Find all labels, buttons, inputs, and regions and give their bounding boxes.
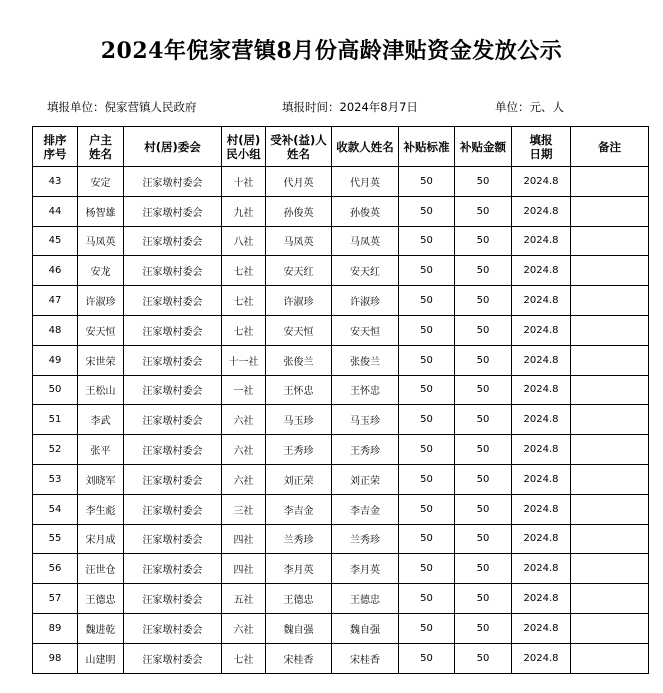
- header-text: 排序: [43, 132, 67, 147]
- cell-beneficiary: 代月英: [266, 167, 332, 197]
- cell-village-committee: 汪家墩村委会: [124, 405, 222, 435]
- cell-report-date: 2024.8: [512, 286, 571, 316]
- cell-remarks: [571, 464, 649, 494]
- cell-report-date: 2024.8: [512, 405, 571, 435]
- cell-seq: 50: [33, 375, 78, 405]
- table-row: [33, 286, 649, 316]
- cell-village-committee: 汪家墩村委会: [124, 226, 222, 256]
- cell-village-committee: 汪家墩村委会: [124, 286, 222, 316]
- cell-village-group: 四社: [222, 524, 266, 554]
- cell-subsidy-standard: 50: [399, 464, 455, 494]
- cell-report-date: 2024.8: [512, 196, 571, 226]
- cell-subsidy-amount: 50: [455, 464, 512, 494]
- cell-household-head: 魏进乾: [78, 613, 124, 643]
- cell-remarks: [571, 256, 649, 286]
- cell-beneficiary: 王怀忠: [266, 375, 332, 405]
- cell-subsidy-amount: 50: [455, 643, 512, 673]
- cell-village-group: 五社: [222, 584, 266, 614]
- header-text: 日期: [529, 146, 553, 161]
- table-row: [33, 494, 649, 524]
- cell-subsidy-amount: 50: [455, 435, 512, 465]
- cell-beneficiary: 兰秀珍: [266, 524, 332, 554]
- cell-beneficiary: 安天恒: [266, 315, 332, 345]
- cell-beneficiary: 安天红: [266, 256, 332, 286]
- cell-household-head: 汪世仓: [78, 554, 124, 584]
- cell-beneficiary: 马凤英: [266, 226, 332, 256]
- cell-report-date: 2024.8: [512, 464, 571, 494]
- cell-report-date: 2024.8: [512, 494, 571, 524]
- header-seq: [33, 127, 78, 167]
- cell-village-committee: 汪家墩村委会: [124, 196, 222, 226]
- cell-seq: 49: [33, 345, 78, 375]
- header-subsidy-amount: [455, 127, 512, 167]
- cell-subsidy-standard: 50: [399, 613, 455, 643]
- cell-remarks: [571, 345, 649, 375]
- header-remarks: [571, 127, 649, 167]
- cell-village-committee: 汪家墩村委会: [124, 584, 222, 614]
- cell-beneficiary: 许淑珍: [266, 286, 332, 316]
- header-text: 村(居): [226, 132, 261, 147]
- subsidy-table: [32, 126, 649, 674]
- cell-subsidy-amount: 50: [455, 315, 512, 345]
- cell-household-head: 李生彪: [78, 494, 124, 524]
- cell-village-committee: 汪家墩村委会: [124, 643, 222, 673]
- cell-subsidy-amount: 50: [455, 286, 512, 316]
- cell-subsidy-standard: 50: [399, 196, 455, 226]
- cell-seq: 43: [33, 167, 78, 197]
- cell-subsidy-amount: 50: [455, 554, 512, 584]
- cell-beneficiary: 刘正荣: [266, 464, 332, 494]
- cell-subsidy-amount: 50: [455, 584, 512, 614]
- cell-village-group: 六社: [222, 405, 266, 435]
- cell-report-date: 2024.8: [512, 584, 571, 614]
- header-text: 民小组: [226, 146, 261, 161]
- cell-village-group: 六社: [222, 613, 266, 643]
- cell-village-committee: 汪家墩村委会: [124, 613, 222, 643]
- cell-subsidy-standard: 50: [399, 315, 455, 345]
- cell-household-head: 李武: [78, 405, 124, 435]
- cell-payee: 马玉珍: [332, 405, 399, 435]
- cell-household-head: 王德忠: [78, 584, 124, 614]
- filing-time: 填报时间：2024年8月7日: [282, 100, 418, 114]
- cell-subsidy-standard: 50: [399, 286, 455, 316]
- cell-household-head: 马凤英: [78, 226, 124, 256]
- cell-seq: 46: [33, 256, 78, 286]
- cell-village-committee: 汪家墩村委会: [124, 494, 222, 524]
- cell-payee: 马凤英: [332, 226, 399, 256]
- cell-village-group: 一社: [222, 375, 266, 405]
- cell-subsidy-standard: 50: [399, 226, 455, 256]
- cell-remarks: [571, 554, 649, 584]
- cell-payee: 张俊兰: [332, 345, 399, 375]
- cell-beneficiary: 马玉珍: [266, 405, 332, 435]
- cell-seq: 45: [33, 226, 78, 256]
- cell-household-head: 杨智雄: [78, 196, 124, 226]
- cell-household-head: 张平: [78, 435, 124, 465]
- table-row: [33, 345, 649, 375]
- cell-report-date: 2024.8: [512, 345, 571, 375]
- cell-village-committee: 汪家墩村委会: [124, 167, 222, 197]
- cell-beneficiary: 王秀珍: [266, 435, 332, 465]
- cell-seq: 52: [33, 435, 78, 465]
- cell-seq: 54: [33, 494, 78, 524]
- cell-report-date: 2024.8: [512, 613, 571, 643]
- cell-report-date: 2024.8: [512, 643, 571, 673]
- cell-beneficiary: 李吉金: [266, 494, 332, 524]
- table-row: [33, 643, 649, 673]
- cell-village-group: 九社: [222, 196, 266, 226]
- table-row: [33, 464, 649, 494]
- cell-report-date: 2024.8: [512, 256, 571, 286]
- cell-village-committee: 汪家墩村委会: [124, 554, 222, 584]
- cell-seq: 89: [33, 613, 78, 643]
- cell-village-group: 七社: [222, 643, 266, 673]
- cell-remarks: [571, 286, 649, 316]
- cell-subsidy-standard: 50: [399, 256, 455, 286]
- header-text: 补贴标准: [403, 139, 450, 154]
- cell-subsidy-standard: 50: [399, 405, 455, 435]
- cell-remarks: [571, 494, 649, 524]
- cell-remarks: [571, 226, 649, 256]
- header-text: 备注: [598, 139, 621, 154]
- header-subsidy-standard: [399, 127, 455, 167]
- cell-village-committee: 汪家墩村委会: [124, 345, 222, 375]
- cell-subsidy-standard: 50: [399, 643, 455, 673]
- cell-subsidy-standard: 50: [399, 375, 455, 405]
- cell-village-committee: 汪家墩村委会: [124, 375, 222, 405]
- cell-subsidy-standard: 50: [399, 494, 455, 524]
- cell-village-committee: 汪家墩村委会: [124, 435, 222, 465]
- table-row: [33, 167, 649, 197]
- cell-subsidy-amount: 50: [455, 375, 512, 405]
- cell-seq: 56: [33, 554, 78, 584]
- cell-beneficiary: 张俊兰: [266, 345, 332, 375]
- cell-subsidy-amount: 50: [455, 524, 512, 554]
- table-row: [33, 315, 649, 345]
- cell-payee: 宋桂香: [332, 643, 399, 673]
- table-row: [33, 435, 649, 465]
- cell-household-head: 安定: [78, 167, 124, 197]
- cell-payee: 魏自强: [332, 613, 399, 643]
- cell-seq: 57: [33, 584, 78, 614]
- cell-subsidy-amount: 50: [455, 494, 512, 524]
- cell-village-group: 七社: [222, 315, 266, 345]
- cell-remarks: [571, 375, 649, 405]
- cell-seq: 55: [33, 524, 78, 554]
- cell-household-head: 安天恒: [78, 315, 124, 345]
- table-row: [33, 554, 649, 584]
- cell-remarks: [571, 196, 649, 226]
- cell-subsidy-amount: 50: [455, 226, 512, 256]
- table-body: [33, 167, 649, 674]
- currency-unit: 单位：元、人: [495, 100, 564, 114]
- header-beneficiary: [266, 127, 332, 167]
- header-payee: [332, 127, 399, 167]
- cell-seq: 53: [33, 464, 78, 494]
- header-row: [33, 127, 649, 167]
- table-row: [33, 524, 649, 554]
- header-village-committee: [124, 127, 222, 167]
- cell-payee: 孙俊英: [332, 196, 399, 226]
- cell-household-head: 王松山: [78, 375, 124, 405]
- cell-subsidy-standard: 50: [399, 554, 455, 584]
- cell-payee: 王怀忠: [332, 375, 399, 405]
- cell-beneficiary: 魏自强: [266, 613, 332, 643]
- header-text: 村(居)委会: [144, 139, 201, 154]
- cell-village-group: 十社: [222, 167, 266, 197]
- header-report-date: [512, 127, 571, 167]
- cell-report-date: 2024.8: [512, 315, 571, 345]
- cell-beneficiary: 孙俊英: [266, 196, 332, 226]
- cell-beneficiary: 李月英: [266, 554, 332, 584]
- cell-village-committee: 汪家墩村委会: [124, 256, 222, 286]
- filing-unit: 填报单位：倪家营镇人民政府: [47, 100, 197, 114]
- cell-subsidy-amount: 50: [455, 196, 512, 226]
- cell-seq: 48: [33, 315, 78, 345]
- cell-payee: 王秀珍: [332, 435, 399, 465]
- cell-remarks: [571, 405, 649, 435]
- table-header: [33, 127, 649, 167]
- cell-village-group: 六社: [222, 464, 266, 494]
- cell-payee: 王德忠: [332, 584, 399, 614]
- cell-payee: 安天恒: [332, 315, 399, 345]
- cell-subsidy-standard: 50: [399, 345, 455, 375]
- cell-payee: 安天红: [332, 256, 399, 286]
- cell-village-committee: 汪家墩村委会: [124, 315, 222, 345]
- cell-payee: 兰秀珍: [332, 524, 399, 554]
- table-row: [33, 256, 649, 286]
- table-row: [33, 613, 649, 643]
- cell-seq: 98: [33, 643, 78, 673]
- cell-village-group: 四社: [222, 554, 266, 584]
- cell-beneficiary: 王德忠: [266, 584, 332, 614]
- table-row: [33, 375, 649, 405]
- cell-household-head: 安龙: [78, 256, 124, 286]
- table-row: [33, 584, 649, 614]
- cell-payee: 刘正荣: [332, 464, 399, 494]
- cell-village-group: 七社: [222, 256, 266, 286]
- cell-seq: 51: [33, 405, 78, 435]
- cell-report-date: 2024.8: [512, 524, 571, 554]
- table-row: [33, 226, 649, 256]
- cell-remarks: [571, 435, 649, 465]
- page-title: 2024年倪家营镇8月份高龄津贴资金发放公示: [100, 38, 563, 64]
- cell-report-date: 2024.8: [512, 226, 571, 256]
- cell-village-group: 十一社: [222, 345, 266, 375]
- cell-remarks: [571, 167, 649, 197]
- header-text: 户主: [89, 132, 112, 147]
- cell-household-head: 宋月成: [78, 524, 124, 554]
- cell-subsidy-standard: 50: [399, 584, 455, 614]
- cell-village-group: 七社: [222, 286, 266, 316]
- cell-village-group: 八社: [222, 226, 266, 256]
- cell-report-date: 2024.8: [512, 435, 571, 465]
- cell-household-head: 许淑珍: [78, 286, 124, 316]
- cell-remarks: [571, 613, 649, 643]
- header-village-group: [222, 127, 266, 167]
- table-row: [33, 196, 649, 226]
- cell-remarks: [571, 643, 649, 673]
- header-text: 序号: [43, 146, 67, 161]
- cell-payee: 李月英: [332, 554, 399, 584]
- cell-subsidy-standard: 50: [399, 524, 455, 554]
- cell-remarks: [571, 524, 649, 554]
- cell-report-date: 2024.8: [512, 167, 571, 197]
- cell-payee: 代月英: [332, 167, 399, 197]
- header-text: 收款人姓名: [336, 139, 394, 154]
- cell-report-date: 2024.8: [512, 554, 571, 584]
- header-text: 补贴金额: [460, 139, 506, 154]
- cell-payee: 许淑珍: [332, 286, 399, 316]
- cell-remarks: [571, 315, 649, 345]
- cell-subsidy-amount: 50: [455, 256, 512, 286]
- cell-payee: 李吉金: [332, 494, 399, 524]
- header-text: 填报: [529, 132, 553, 147]
- header-text: 姓名: [89, 146, 112, 161]
- cell-village-committee: 汪家墩村委会: [124, 524, 222, 554]
- cell-seq: 44: [33, 196, 78, 226]
- table-row: [33, 405, 649, 435]
- cell-seq: 47: [33, 286, 78, 316]
- cell-subsidy-standard: 50: [399, 435, 455, 465]
- cell-village-committee: 汪家墩村委会: [124, 464, 222, 494]
- cell-household-head: 山建明: [78, 643, 124, 673]
- cell-subsidy-amount: 50: [455, 405, 512, 435]
- cell-remarks: [571, 584, 649, 614]
- header-household-head: [78, 127, 124, 167]
- cell-village-group: 三社: [222, 494, 266, 524]
- cell-subsidy-amount: 50: [455, 613, 512, 643]
- cell-beneficiary: 宋桂香: [266, 643, 332, 673]
- cell-village-group: 六社: [222, 435, 266, 465]
- cell-report-date: 2024.8: [512, 375, 571, 405]
- cell-household-head: 宋世荣: [78, 345, 124, 375]
- cell-subsidy-standard: 50: [399, 167, 455, 197]
- cell-household-head: 刘晓军: [78, 464, 124, 494]
- cell-subsidy-amount: 50: [455, 167, 512, 197]
- cell-subsidy-amount: 50: [455, 345, 512, 375]
- header-text: 姓名: [287, 146, 310, 161]
- header-text: 受补(益)人: [270, 132, 327, 147]
